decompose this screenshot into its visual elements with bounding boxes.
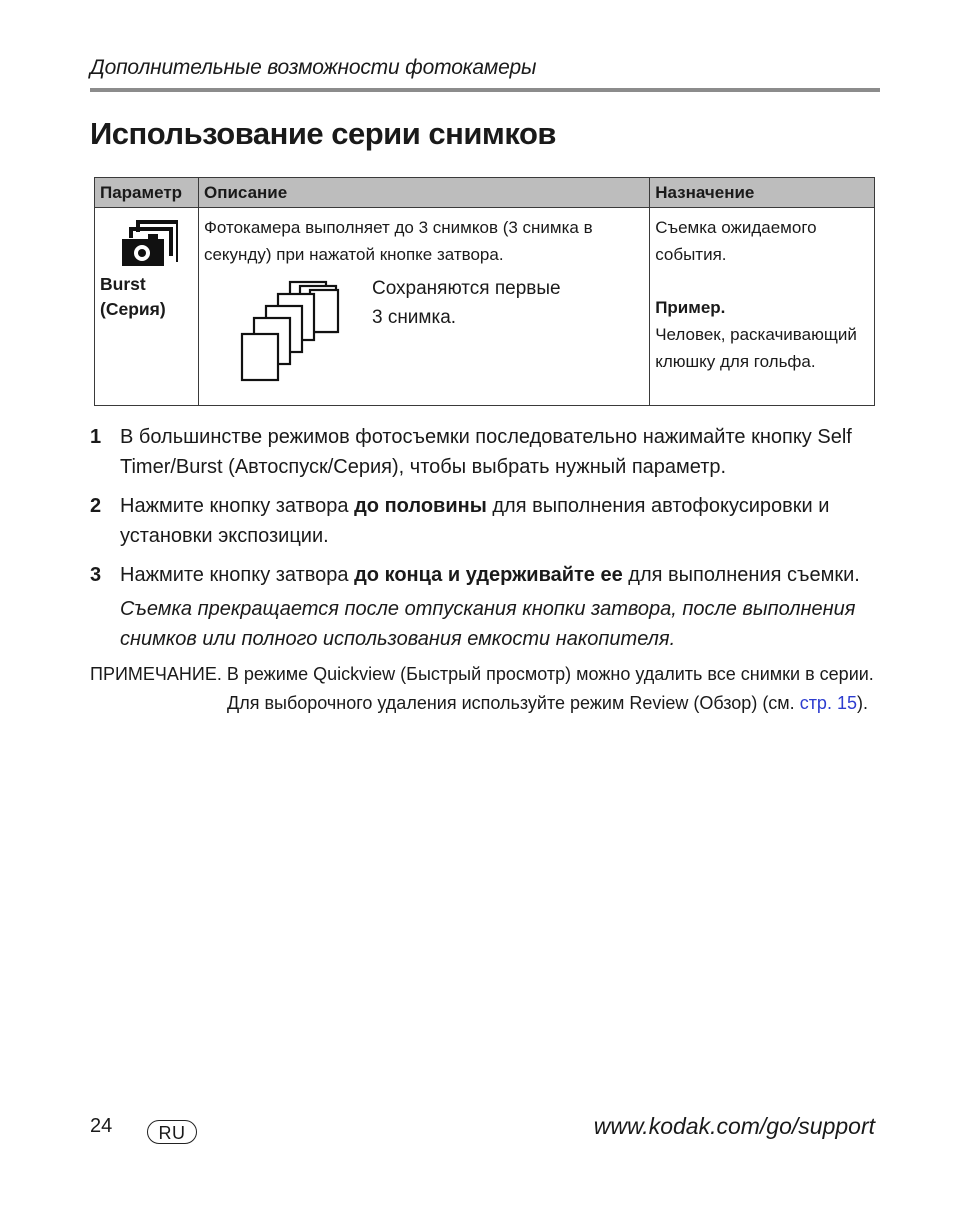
- step-text-pre: Нажмите кнопку затвора: [120, 495, 355, 517]
- note-line-2-end: ).: [856, 693, 868, 713]
- note-line-2-text: Для выборочного удаления используйте режим Review (Обзор) (см.: [227, 693, 800, 713]
- note-line-2: [90, 689, 890, 718]
- example-label: Пример.: [655, 298, 726, 317]
- burst-camera-icon: [122, 218, 178, 268]
- step-3: [90, 560, 890, 654]
- step-number: 3: [90, 564, 102, 586]
- mode-name: Burst (Серия): [100, 274, 166, 319]
- purpose-text: Съемка ожидаемого события.: [655, 218, 817, 264]
- step-text-bold: до половины: [354, 495, 487, 517]
- header-divider: [90, 88, 880, 92]
- diagram-caption: Сохраняются первые 3 снимка.: [371, 278, 561, 328]
- page-reference-link[interactable]: стр. 15: [799, 693, 857, 713]
- step-text-post: для выполнения автофокусировки и установки экспозиции.: [120, 495, 830, 547]
- support-url: www.kodak.com/go/support: [593, 1113, 875, 1139]
- step-number: 1: [90, 426, 102, 448]
- example-text: Человек, раскачивающий клюшку для гольфа.: [655, 325, 857, 371]
- burst-diagram: [204, 268, 644, 398]
- parameter-table: [94, 177, 875, 406]
- description-text: Фотокамера выполняет до 3 снимков (3 снимка в секунду) при нажатой кнопке затвора.: [203, 218, 593, 264]
- language-badge: RU: [147, 1120, 197, 1144]
- step-2: [90, 491, 890, 551]
- page-title: Использование серии снимков: [90, 116, 556, 151]
- note-line-1: ПРИМЕЧАНИЕ. В режиме Quickview (Быстрый просмотр) можно удалить все снимки в серии.: [90, 664, 874, 684]
- step-text-bold: до конца и удерживайте ее: [354, 564, 623, 586]
- note-block: [90, 660, 890, 718]
- description-cell: [198, 208, 649, 406]
- page-number: 24: [90, 1115, 113, 1137]
- step-1: [90, 422, 890, 482]
- steps-list: [90, 422, 890, 663]
- table-header-row: [95, 178, 875, 208]
- step-text-pre: Нажмите кнопку затвора: [120, 564, 355, 586]
- section-header: Дополнительные возможности фотокамеры: [90, 56, 537, 79]
- column-header-parameter: Параметр: [95, 178, 199, 208]
- column-header-purpose: Назначение: [650, 178, 875, 208]
- step-text: В большинстве режимов фотосъемки последовательно нажимайте кнопку Self Timer/Burst (Автоспуск/Серия), чтобы выбрать нужный параметр.: [120, 426, 852, 478]
- column-header-description: Описание: [198, 178, 649, 208]
- parameter-cell: [95, 208, 199, 406]
- result-note: Съемка прекращается после отпускания кнопки затвора, после выполнения снимков или полного использования емкости накопителя.: [120, 598, 856, 650]
- purpose-cell: [650, 208, 875, 406]
- step-number: 2: [90, 495, 102, 517]
- table-row: [95, 208, 875, 406]
- step-text-post: для выполнения съемки.: [622, 564, 860, 586]
- stacked-photos-icon: [240, 280, 340, 386]
